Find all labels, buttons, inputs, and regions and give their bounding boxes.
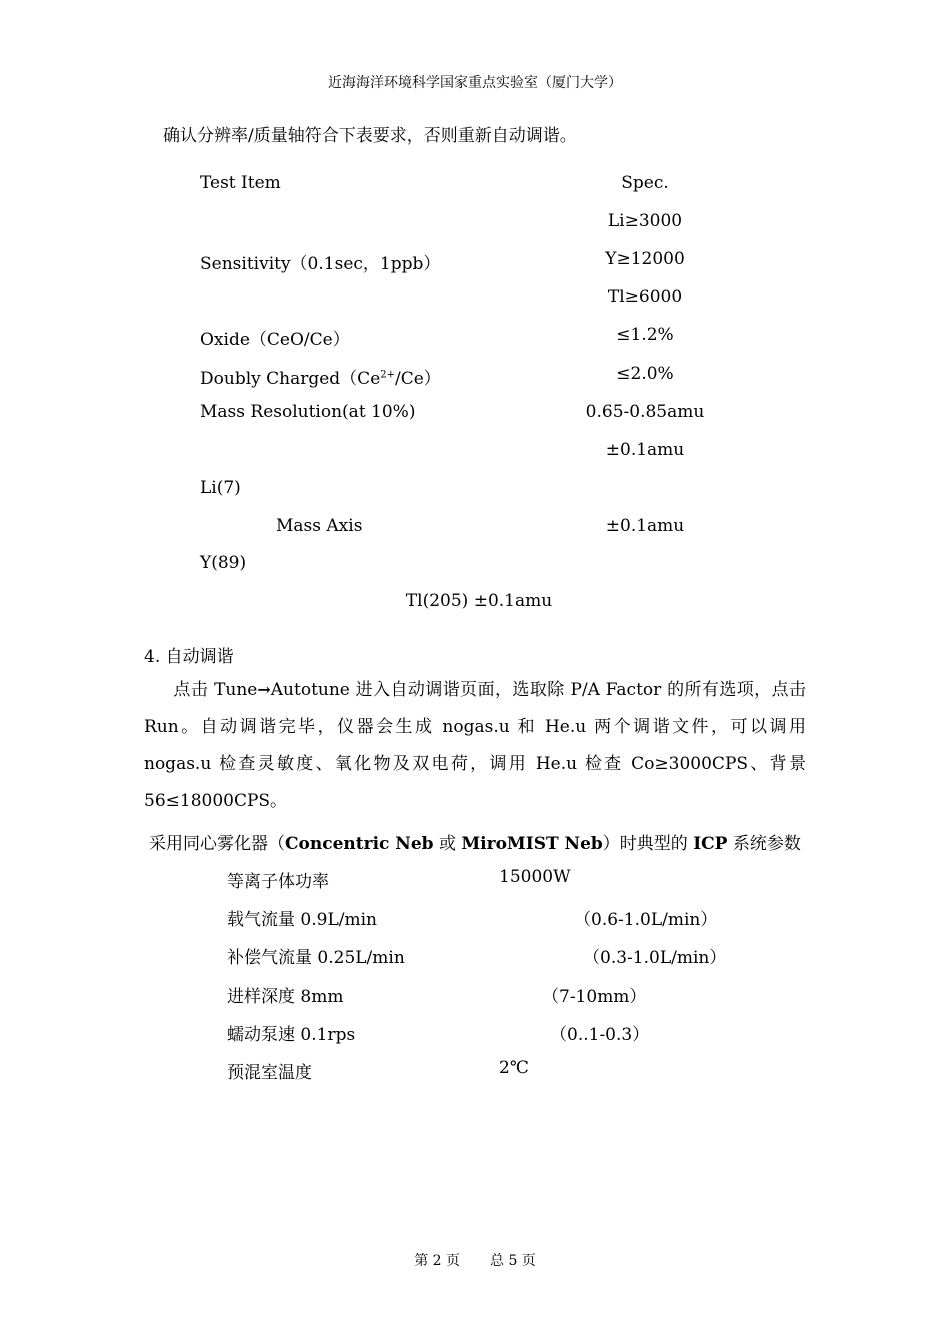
icp-row-label: 补偿气流量 0.25L/min [227,948,405,968]
col-header-test-item: Test Item [200,173,281,193]
icp-title-c: 或 [433,834,462,854]
icp-title-b3: ICP [693,834,728,854]
sensitivity-label: Sensitivity（0.1sec，1ppb） [200,254,441,274]
spec-tl: Tl≥6000 [607,287,683,307]
icp-row-label: 进样深度 8mm [227,987,344,1007]
icp-row-value: （0.3-1.0L/min） [583,948,727,968]
icp-title [149,829,801,854]
page-header: 近海海洋环境科学国家重点实验室（厦门大学） [328,75,622,91]
footer-total: 总 5 页 [490,1253,536,1269]
p1-part-a: 点击 Tune [173,680,258,700]
section-4-heading: 4. 自动调谐 [144,647,234,667]
section-4-paragraph [144,671,806,820]
col-header-spec: Spec. [621,173,669,193]
icp-row-value: （0.6-1.0L/min） [574,910,718,930]
doubly-post: /Ce） [395,369,441,389]
li-axis-spec: ±0.1amu [605,440,685,460]
doubly-sup: 2+ [380,369,396,381]
icp-title-e: 系统参数 [727,834,801,854]
oxide-spec: ≤1.2% [616,325,674,345]
icp-row-label: 预混室温度 [227,1063,312,1083]
mass-axis-label: Mass Axis [276,516,363,536]
right-arrow-icon: → [257,680,271,699]
spec-li: Li≥3000 [607,211,683,231]
doubly-charged-label [200,364,441,389]
icp-row-value: （0..1-0.3） [550,1025,650,1045]
icp-row-label: 蠕动泵速 0.1rps [227,1025,356,1045]
li7-label: Li(7) [200,478,241,498]
intro-text: 确认分辨率/质量轴符合下表要求，否则重新自动调谐。 [163,126,577,146]
icp-title-b1: Concentric Neb [285,834,434,854]
oxide-label: Oxide（CeO/Ce） [200,330,350,350]
icp-row-label: 等离子体功率 [227,872,329,892]
icp-title-b2: MiroMIST Neb [461,834,603,854]
icp-title-a: 采用同心雾化器（ [149,834,285,854]
icp-row-value: 2℃ [499,1058,529,1078]
y89-label: Y(89) [200,553,247,573]
icp-title-d: ）时典型的 [602,834,694,854]
mass-resolution-spec: 0.65-0.85amu [585,402,705,422]
footer-page: 第 2 页 [414,1253,460,1269]
doubly-charged-spec: ≤2.0% [616,364,674,384]
doubly-pre: Doubly Charged（Ce [200,369,381,389]
icp-row-label: 载气流量 0.9L/min [227,910,377,930]
tl205-line: Tl(205) ±0.1amu [405,591,553,611]
spec-y: Y≥12000 [605,249,685,269]
page-footer [0,1250,950,1270]
icp-row-value: （7-10mm） [542,987,647,1007]
p1-part-b: Autotune 进入自动调谐页面，选取除 P/A Factor 的所有选项，点击 Run。自动调谐完毕，仪器会生成 nogas.u 和 He.u 两个调谐文件，可以调用 nogas.u 检查灵敏度、氧化物及双电荷，调用 He.u 检查 Co≥3000CPS、背景 56≤18000CPS。 [144,680,806,811]
y-axis-spec: ±0.1amu [605,516,685,536]
icp-row-value: 15000W [499,867,571,887]
mass-resolution-label: Mass Resolution(at 10%) [200,402,416,422]
